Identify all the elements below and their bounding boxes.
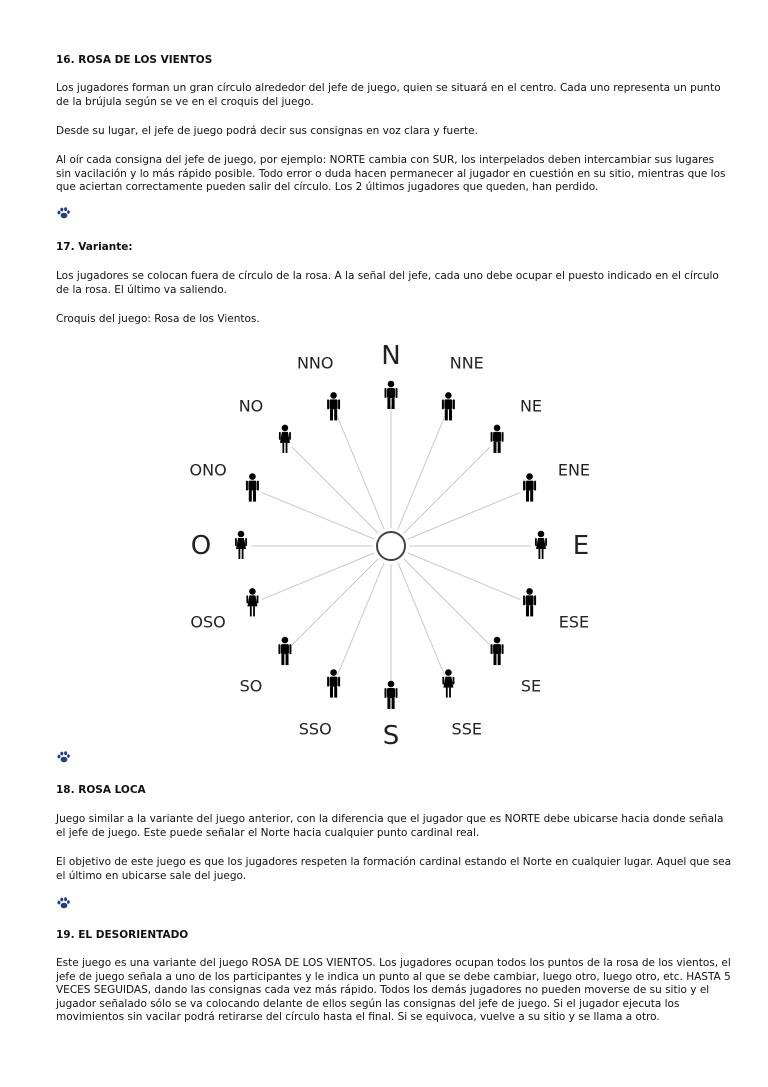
section-18-paragraph-2: El objetivo de este juego es que los jugadores respeten la formación cardinal estando el Norte en cualquier lugar. Aquel que sea el último en ubicarse sale del juego. (56, 856, 732, 882)
compass-label-ese: ESE (558, 612, 590, 632)
section-16-paragraph-1: Los jugadores forman un gran círculo alrededor del jefe de juego, quien se situará en el centro. Cada uno representa un punto de la brújula según se ve en el croquis del juego. (56, 82, 721, 108)
compass-spoke-ono (262, 492, 375, 539)
compass-spoke-ese (408, 553, 521, 600)
compass-label-sso: SSO (298, 719, 332, 739)
section-18-paragraph-1: Juego similar a la variante del juego anterior, con la diferencia que el jugador que es NORTE debe ubicarse hacia donde señala el jefe de juego. Este puede señalar el Norte hacia cualquier punto cardinal real. (56, 813, 724, 839)
player-figure-o (235, 531, 247, 559)
compass-label-n: N (381, 341, 401, 371)
section-17-title: 17. Variante: (56, 241, 133, 253)
paw-print-icon (56, 750, 70, 764)
compass-label-nno: NNO (296, 353, 334, 373)
paw-print-icon (56, 206, 70, 220)
player-figure-so (278, 637, 291, 665)
compass-label-nne: NNE (449, 353, 484, 373)
compass-spoke-nne (398, 417, 445, 530)
player-figure-ene (523, 473, 536, 501)
player-figure-no (279, 425, 291, 453)
player-figure-nno (327, 392, 340, 420)
player-figure-ese (523, 588, 536, 616)
player-figure-s (385, 681, 398, 709)
player-figure-ne (491, 425, 504, 453)
compass-label-sse: SSE (451, 719, 482, 739)
compass-spoke-no (292, 447, 378, 533)
section-17-paragraph-2: Croquis del juego: Rosa de los Vientos. (56, 313, 260, 325)
compass-label-ne: NE (519, 396, 543, 416)
compass-label-so: SO (239, 676, 263, 696)
compass-spoke-oso (262, 553, 375, 600)
compass-label-o: O (190, 531, 212, 561)
paw-print-icon (56, 896, 70, 910)
compass-spoke-se (404, 559, 490, 645)
section-17-paragraph-1: Los jugadores se colocan fuera de círculo de la rosa. A la señal del jefe, cada uno debe ocupar el puesto indicado en el círculo de la rosa. El último va saliendo. (56, 270, 719, 296)
player-figure-e (535, 531, 547, 559)
section-19-title: 19. EL DESORIENTADO (56, 929, 189, 941)
compass-label-e: E (572, 531, 590, 561)
section-16-paragraph-3: Al oír cada consigna del jefe de juego, por ejemplo: NORTE cambia con SUR, los interpelados deben intercambiar sus lugares sin vacilación y lo más rápido posible. Todo error o duda hacen permanecer al jugador en cuestión en su sitio, mientras que los que aciertan correctamente pueden salir del círculo. Los 2 últimos jugadores que queden, han perdido. (56, 154, 726, 193)
compass-label-ono: ONO (189, 460, 227, 480)
section-16-paragraph-2: Desde su lugar, el jefe de juego podrá decir sus consignas en voz clara y fuerte. (56, 125, 478, 137)
compass-label-ene: ENE (557, 460, 591, 480)
compass-label-se: SE (520, 676, 542, 696)
compass-label-no: NO (238, 396, 264, 416)
compass-spoke-ene (408, 492, 521, 539)
game-leader-circle (377, 532, 405, 560)
compass-label-oso: OSO (190, 612, 226, 632)
compass-spoke-so (292, 559, 378, 645)
player-figure-se (491, 637, 504, 665)
compass-label-s: S (382, 721, 400, 751)
player-figure-ono (246, 473, 259, 501)
player-figure-nne (442, 392, 455, 420)
section-19-paragraph-1: Este juego es una variante del juego ROSA DE LOS VIENTOS. Los jugadores ocupan todos los puntos de la rosa de los vientos, el jefe de juego señala a uno de los participantes y le indica un punto al que se debe cambiar, luego otro, luego otro, etc. HASTA 5 VECES SEGUIDAS, dando las consignas cada vez más rápido. Todos los demás jugadores no pueden moverse de su sitio y el jugador señalado sólo se va colocando delante de ellos según las consignas del jefe de juego. Si el jugador ejecuta los movimientos sin vacilar podrá retirarse del círculo hasta el final. Si se equivoca, vuelve a su sitio y se llama a otro. (56, 957, 731, 1023)
compass-spoke-nno (337, 417, 384, 530)
compass-spoke-ne (404, 447, 490, 533)
section-16-title: 16. ROSA DE LOS VIENTOS (56, 54, 213, 66)
compass-rose-diagram (189, 341, 595, 751)
player-figure-oso (246, 588, 258, 616)
section-18-title: 18. ROSA LOCA (56, 784, 146, 796)
compass-spoke-sso (337, 563, 384, 676)
player-figure-n (385, 381, 398, 409)
compass-spoke-sse (398, 563, 445, 676)
